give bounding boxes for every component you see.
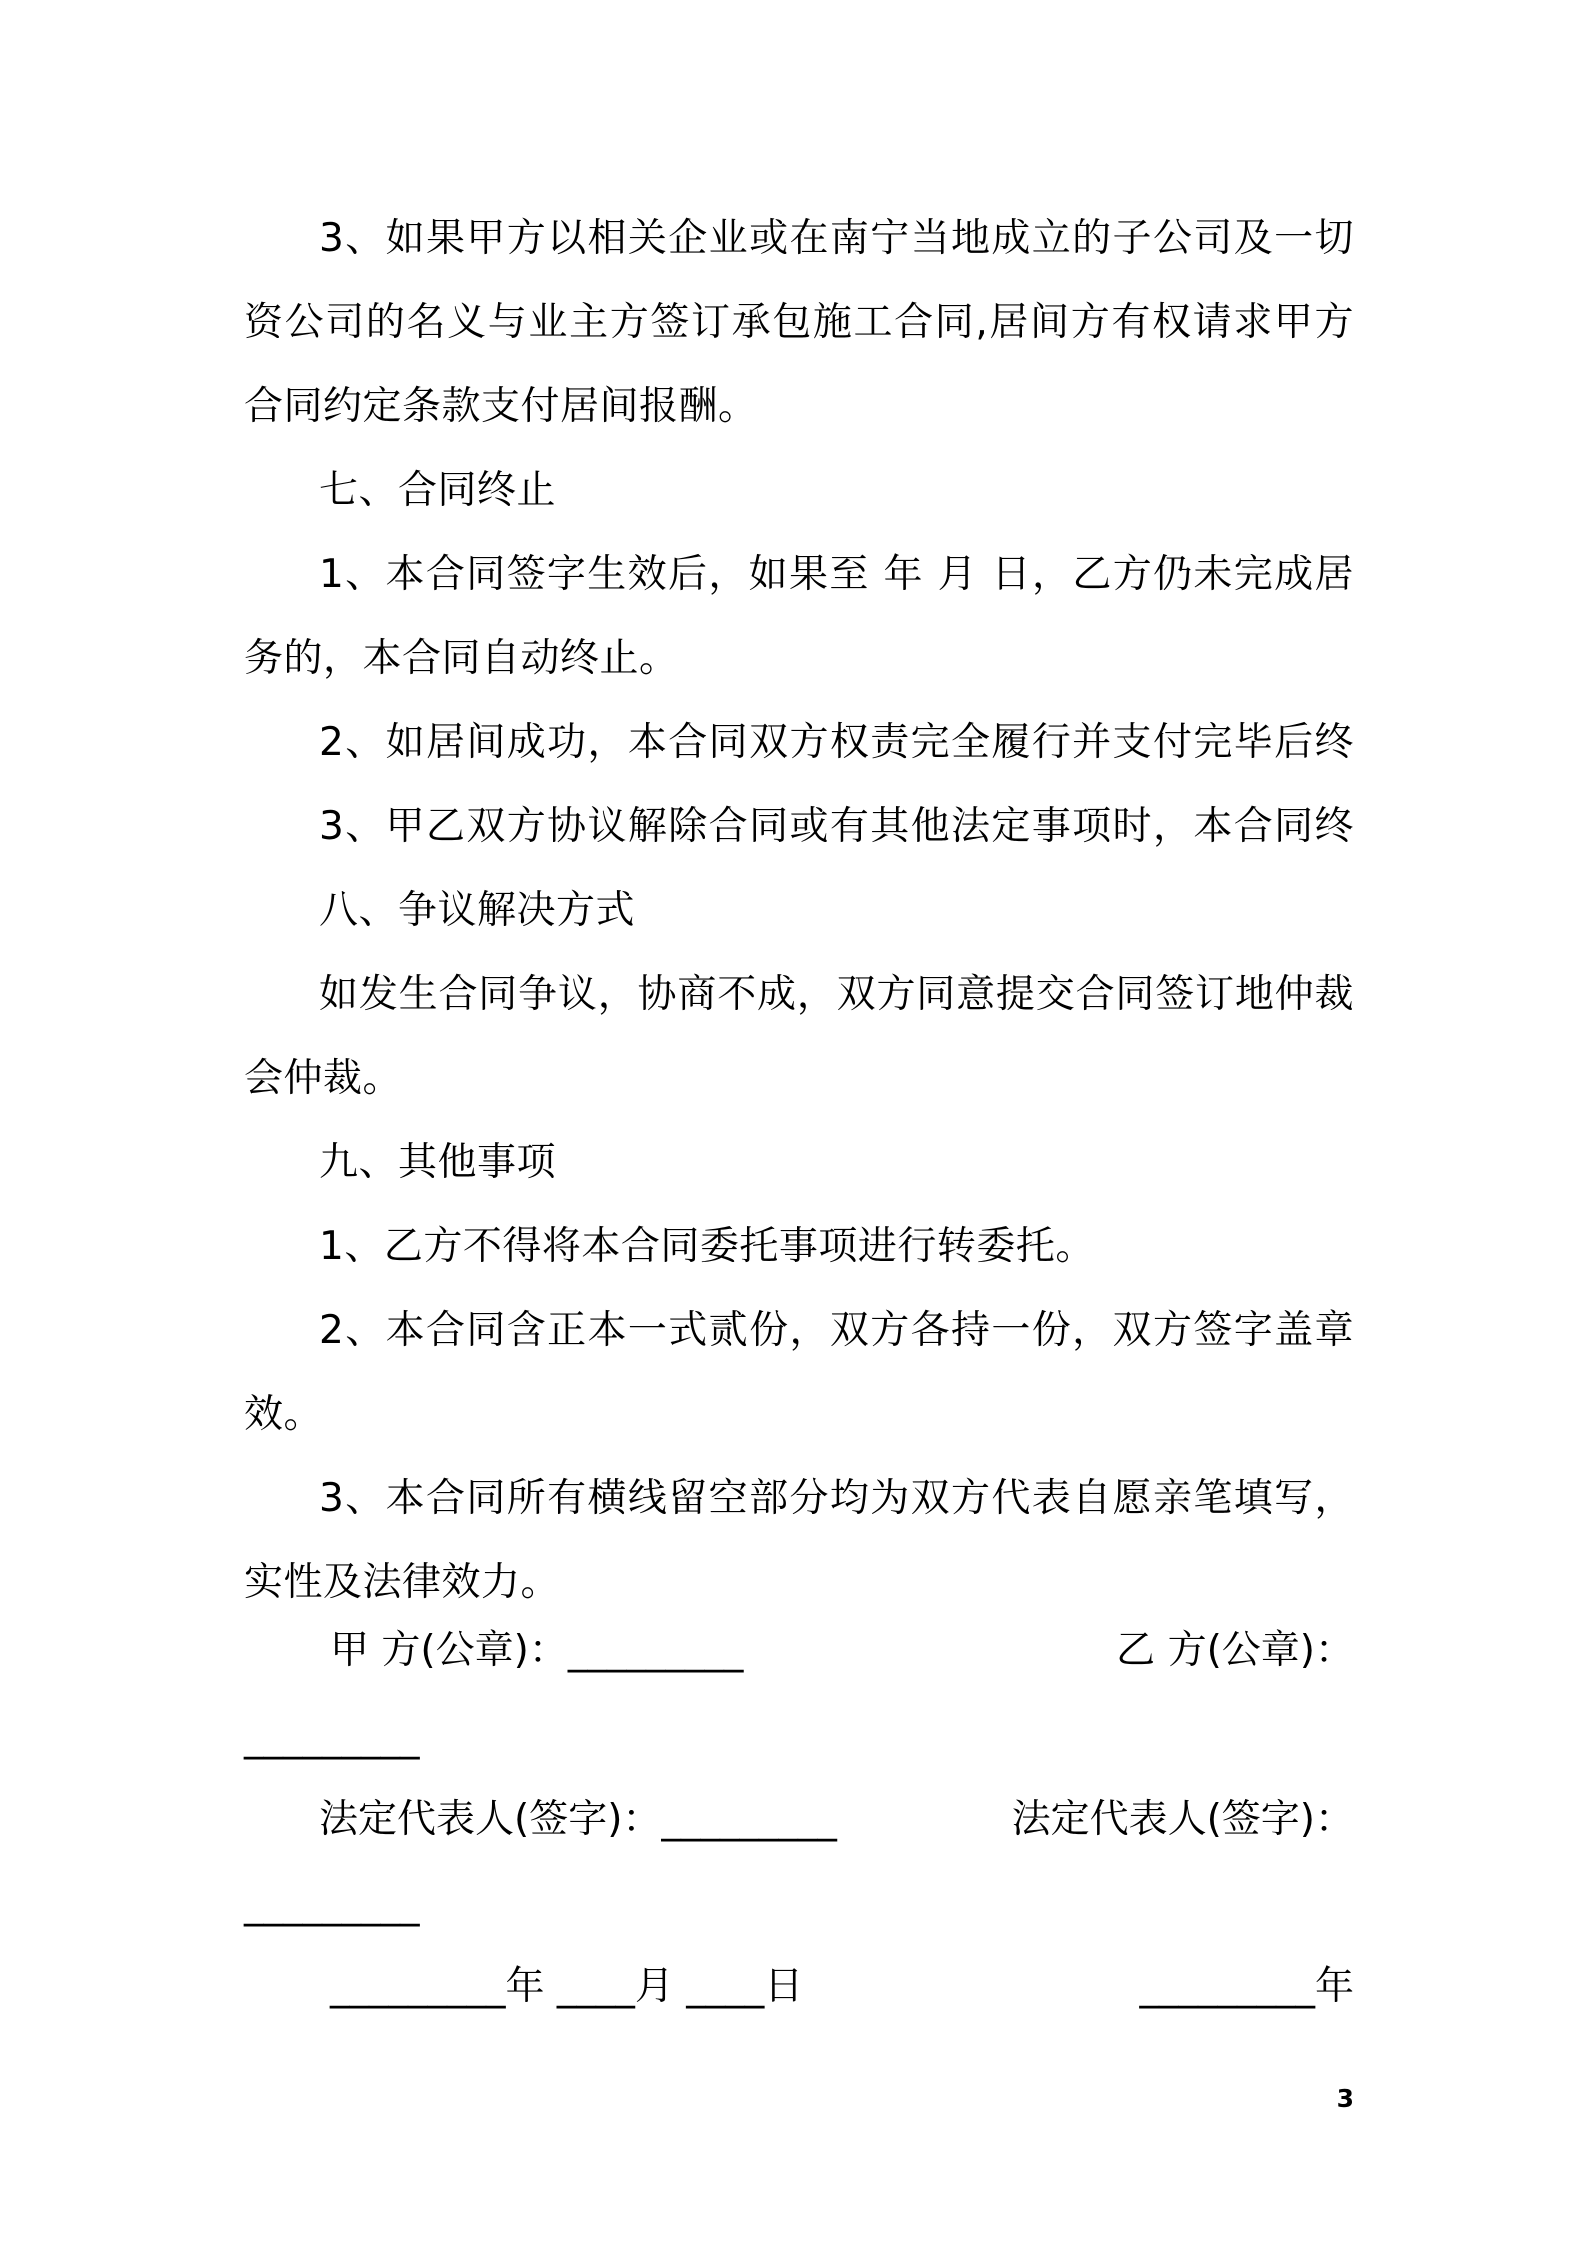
- party-b-seal-blank: _________: [244, 1715, 420, 1760]
- paragraph-line: 2、如居间成功，本合同双方权责完全履行并支付完毕后终: [319, 720, 1354, 765]
- party-a-date-line: _________年 ____月 ____日: [330, 1964, 804, 2009]
- paragraph-line: 七、合同终止: [319, 468, 557, 513]
- party-b-representative-blank: _________: [244, 1882, 420, 1927]
- page-number: 3: [1336, 2084, 1354, 2113]
- paragraph-line: 资公司的名义与业主方签订承包施工合同,居间方有权请求甲方: [244, 300, 1354, 345]
- paragraph-line: 2、本合同含正本一式贰份，双方各持一份，双方签字盖章: [319, 1308, 1354, 1353]
- paragraph-line: 3、如果甲方以相关企业或在南宁当地成立的子公司及一切: [319, 216, 1354, 261]
- party-a-representative-line: 法定代表人(签字)：_________: [319, 1797, 837, 1842]
- paragraph-line: 1、乙方不得将本合同委托事项进行转委托。: [319, 1224, 1095, 1269]
- party-a-seal-line: 甲 方(公章)：_________: [330, 1628, 744, 1673]
- paragraph-line: 会仲裁。: [244, 1056, 403, 1101]
- paragraph-line: 3、甲乙双方协议解除合同或有其他法定事项时，本合同终: [319, 804, 1354, 849]
- party-b-date-line: _________年: [1139, 1964, 1354, 2009]
- party-b-representative-label: 法定代表人(签字)：: [1011, 1797, 1354, 1842]
- paragraph-line: 九、其他事项: [319, 1140, 557, 1185]
- paragraph-line: 实性及法律效力。: [244, 1560, 561, 1605]
- paragraph-line: 合同约定条款支付居间报酬。: [244, 384, 758, 429]
- paragraph-line: 如发生合同争议，协商不成，双方同意提交合同签订地仲裁: [319, 972, 1354, 1017]
- paragraph-line: 务的，本合同自动终止。: [244, 636, 679, 681]
- paragraph-line: 八、争议解决方式: [319, 888, 636, 933]
- party-b-seal-label: 乙 方(公章)：: [1116, 1628, 1354, 1673]
- paragraph-line: 3、本合同所有横线留空部分均为双方代表自愿亲笔填写，: [319, 1476, 1354, 1521]
- paragraph-line: 效。: [244, 1392, 324, 1437]
- paragraph-line: 1、本合同签字生效后，如果至 年 月 日，乙方仍未完成居: [319, 552, 1354, 597]
